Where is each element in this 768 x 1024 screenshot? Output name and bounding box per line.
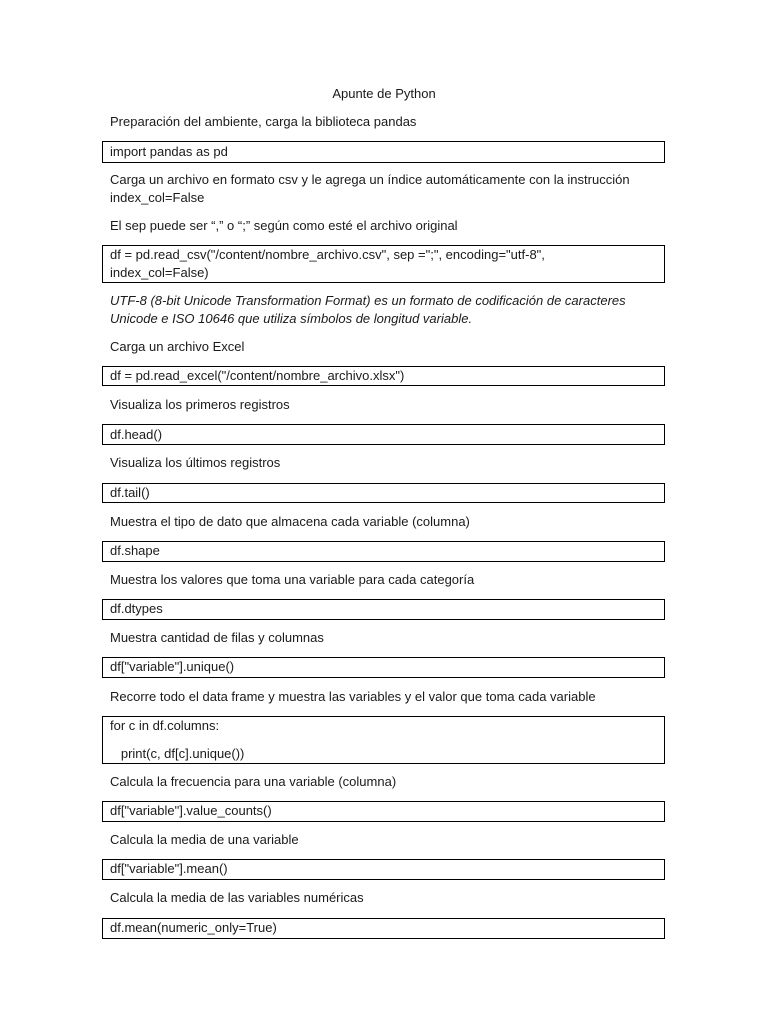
code-line: index_col=False) bbox=[110, 265, 209, 280]
paragraph-head: Visualiza los primeros registros bbox=[110, 397, 290, 412]
paragraph-excel-load: Carga un archivo Excel bbox=[110, 339, 245, 354]
paragraph-numeric-mean: Calcula la media de las variables numéricas bbox=[110, 890, 364, 905]
code-box-numeric-mean bbox=[102, 918, 665, 939]
paragraph-mean: Calcula la media de una variable bbox=[110, 832, 299, 847]
code-line: for c in df.columns: bbox=[110, 718, 220, 733]
code-box-loop bbox=[102, 716, 665, 764]
code-box-import bbox=[102, 141, 665, 163]
paragraph-loop-desc: Recorre todo el data frame y muestra las variables y el valor que toma cada variable bbox=[110, 689, 596, 704]
code-line: df.head() bbox=[110, 427, 163, 442]
code-line: df.mean(numeric_only=True) bbox=[110, 920, 277, 935]
paragraph-environment: Preparación del ambiente, carga la biblioteca pandas bbox=[110, 114, 417, 129]
code-line: df["variable"].value_counts() bbox=[110, 803, 272, 818]
code-box-value-counts bbox=[102, 801, 665, 822]
paragraph-csv-load: Carga un archivo en formato csv y le agrega un índice automáticamente con la instrucción index_col=False bbox=[110, 172, 634, 205]
paragraph-frequency: Calcula la frecuencia para una variable (columna) bbox=[110, 774, 397, 789]
code-box-tail bbox=[102, 483, 665, 503]
paragraph-utf8-note: UTF-8 (8-bit Unicode Transformation Format) es un formato de codificación de caracteres Unicode e ISO 10646 que utiliza símbolos de longitud variable. bbox=[110, 293, 630, 326]
code-box-mean bbox=[102, 859, 665, 880]
code-box-dtypes bbox=[102, 599, 665, 620]
paragraph-shape-desc: Muestra cantidad de filas y columnas bbox=[110, 630, 324, 645]
code-line: df = pd.read_excel("/content/nombre_archivo.xlsx") bbox=[110, 368, 405, 383]
code-line: df.tail() bbox=[110, 485, 150, 500]
paragraph-unique-desc: Muestra los valores que toma una variable para cada categoría bbox=[110, 572, 475, 587]
code-line: df = pd.read_csv("/content/nombre_archivo.csv", sep =";", encoding="utf-8", bbox=[110, 247, 545, 262]
code-box-read-csv bbox=[102, 245, 665, 283]
code-box-shape bbox=[102, 541, 665, 562]
paragraph-dtypes-desc: Muestra el tipo de dato que almacena cada variable (columna) bbox=[110, 514, 470, 529]
code-line: import pandas as pd bbox=[110, 144, 228, 159]
code-line: df.shape bbox=[110, 543, 160, 558]
code-line: df.dtypes bbox=[110, 601, 163, 616]
code-line: df["variable"].unique() bbox=[110, 659, 235, 674]
paragraph-separator: El sep puede ser “,” o “;” según como esté el archivo original bbox=[110, 218, 458, 233]
document-title: Apunte de Python bbox=[332, 86, 436, 101]
code-box-read-excel bbox=[102, 366, 665, 386]
code-box-head bbox=[102, 424, 665, 445]
paragraph-tail: Visualiza los últimos registros bbox=[110, 455, 281, 470]
code-box-unique bbox=[102, 657, 665, 678]
code-line: df["variable"].mean() bbox=[110, 861, 228, 876]
code-line: print(c, df[c].unique()) bbox=[110, 746, 245, 761]
